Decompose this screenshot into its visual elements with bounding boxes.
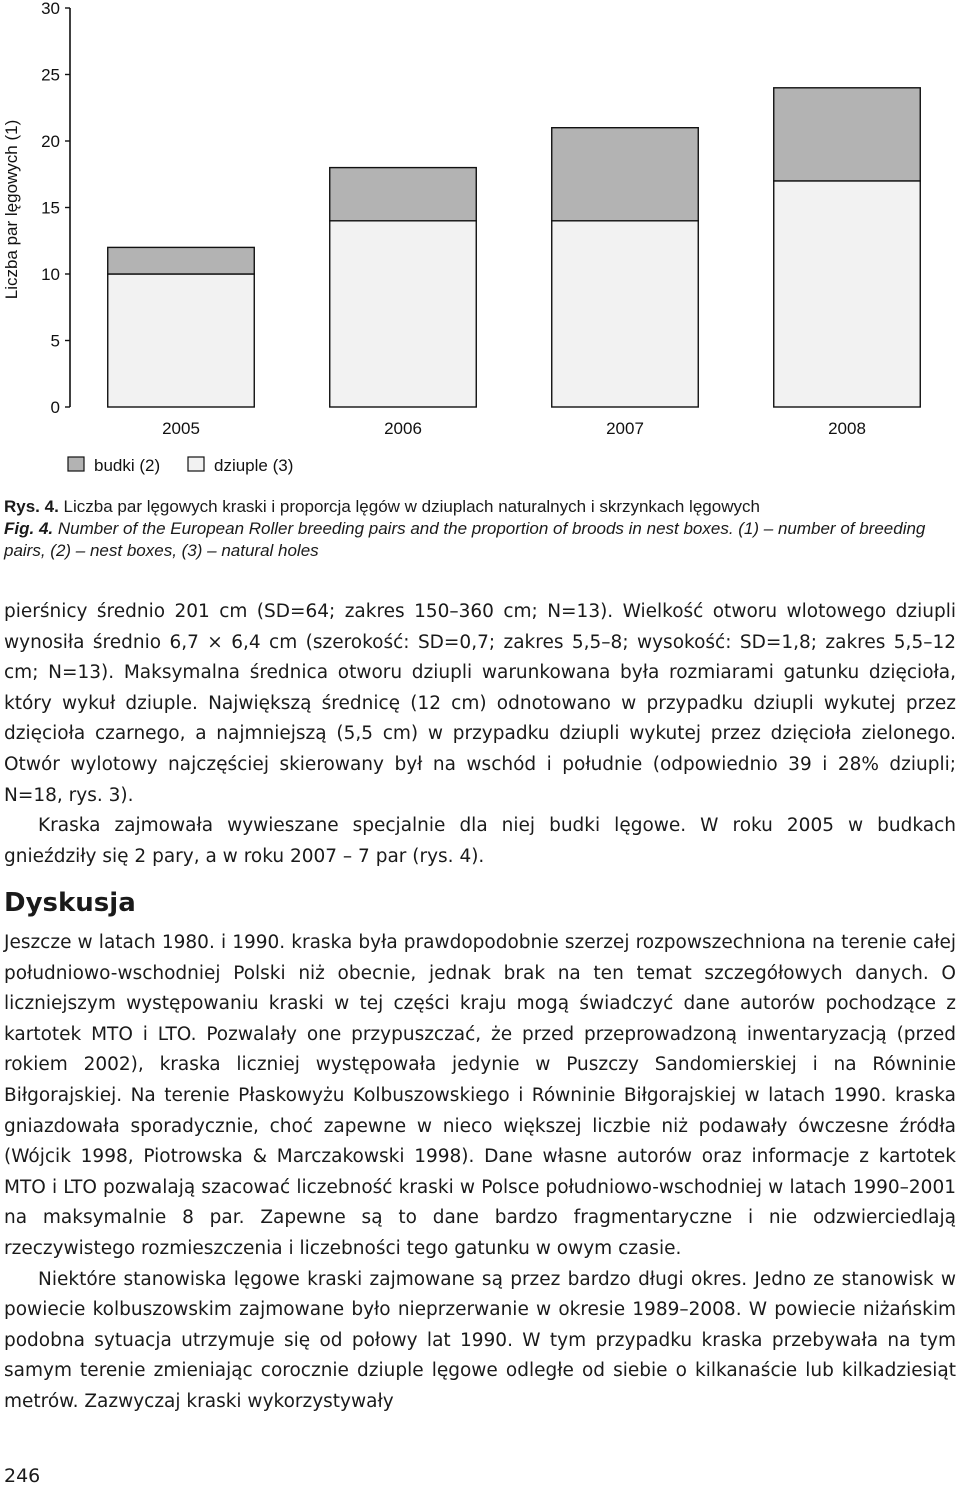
bar-segment bbox=[774, 181, 921, 407]
caption-polish bbox=[4, 496, 956, 518]
x-tick-label: 2008 bbox=[828, 419, 866, 438]
legend-label: budki (2) bbox=[94, 456, 161, 475]
bar-segment bbox=[330, 168, 477, 221]
y-tick-label: 25 bbox=[41, 65, 60, 85]
stacked-bar-chart bbox=[0, 0, 960, 490]
discussion-paragraph: Niektóre stanowiska lęgowe kraski zajmowane są przez bardzo długi okres. Jedno ze stanowisk w powiecie kolbuszowskim zajmowane było nieprzerwanie w okresie 1989–2008. W powiecie niżańskim podobna sytuacja utrzymuje się od połowy lat 1990. W tym przypadku kraska przebywała na tym samym terenie zmieniając corocznie dziuple lęgowe odległe od siebie o kilkanaście lub kilkadziesiąt metrów. Zazwyczaj kraski wykorzystywały bbox=[4, 1268, 956, 1412]
legend-swatch bbox=[188, 457, 204, 471]
x-tick-label: 2007 bbox=[606, 419, 644, 438]
y-tick-label: 15 bbox=[41, 198, 60, 218]
bar-segment bbox=[330, 221, 477, 407]
bar-segment bbox=[552, 128, 699, 221]
figure-caption bbox=[4, 496, 956, 562]
caption-english bbox=[4, 518, 956, 562]
results-paragraph: pierśnicy średnio 201 cm (SD=64; zakres 150–360 cm; N=13). Wielkość otworu wlotowego dziupli wynosiła średnio 6,7 × 6,4 cm (szerokość: SD=0,7; zakres 5,5–8; wysokość: SD=1,8; zakres 5,5–12 cm; N=13). Maksymalna średnica otworu dziupli warunkowana była rozmiarami gatunku dzięcioła, który wykuł dziuple. Największą średnicę (12 cm) odnotowano w przypadku dziupli wykutej przez dzięcioła czarnego, a najmniejszą (5,5 cm) w przypadku dziupli wykutej przez dzięcioła zielonego. Otwór wylotowy najczęściej skierowany był na wschód i południe (odpowiednio 39 i 28% dziupli; N=18, rys. 3). bbox=[4, 601, 956, 806]
discussion-paragraph: Jeszcze w latach 1980. i 1990. kraska była prawdopodobnie szerzej rozpowszechniona na terenie całej południowo-wschodniej Polski niż obecnie, jednak brak na ten temat szczegółowych danych. O liczniejszym występowaniu kraski w tej części kraju mogą świadczyć dane autorów pochodzące z kartotek MTO i LTO. Pozwalały one przypuszczać, że przed przeprowadzoną inwentaryzacją (przed rokiem 2002), kraska liczniej występowała jedynie w Puszczy Sandomierskiej i na Równinie Biłgorajskiej. Na terenie Płaskowyżu Kolbuszowskiego i Równinie Biłgorajskiej w latach 1990. kraska gniazdowała sporadycznie, choć zapewne w nieco większej liczbie niż podawały ówczesne źródła (Wójcik 1998, Piotrowska & Marczakowski 1998). Dane własne autorów oraz informacje z kartotek MTO i LTO pozwalają szacować liczebność kraski w Polsce południowo-wschodniej w latach 1990–2001 na maksymalnie 8 par. Zapewne są to dane bardzo fragmentaryczne i nie odzwierciedlają rzeczywistego rozmieszczenia i liczebności tego gatunku w owym czasie. bbox=[4, 932, 956, 1259]
bar-segment bbox=[774, 88, 921, 181]
y-axis-title: Liczba par lęgowych (1) bbox=[2, 119, 21, 300]
figure-4-chart bbox=[0, 0, 960, 490]
caption-polish-text: Liczba par lęgowych kraski i proporcja lęgów w dziuplach naturalnych i skrzynkach lęgowych bbox=[63, 497, 760, 516]
legend-label: dziuple (3) bbox=[214, 456, 294, 475]
results-text bbox=[4, 597, 956, 872]
y-tick-label: 30 bbox=[41, 0, 60, 18]
page-number: 246 bbox=[4, 1465, 41, 1487]
discussion-text bbox=[4, 928, 956, 1418]
section-heading: Dyskusja bbox=[4, 888, 136, 918]
caption-english-label: Fig. 4. bbox=[4, 519, 54, 538]
y-tick-label: 5 bbox=[50, 331, 60, 351]
x-tick-label: 2005 bbox=[162, 419, 200, 438]
bar-segment bbox=[552, 221, 699, 407]
x-tick-label: 2006 bbox=[384, 419, 422, 438]
y-tick-label: 20 bbox=[41, 132, 60, 151]
legend-swatch bbox=[68, 457, 84, 471]
bar-segment bbox=[108, 274, 255, 407]
bar-segment bbox=[108, 247, 255, 274]
results-paragraph: Kraska zajmowała wywieszane specjalnie dla niej budki lęgowe. W roku 2005 w budkach gnieździły się 2 pary, a w roku 2007 – 7 par (rys. 4). bbox=[4, 815, 956, 867]
y-tick-label: 10 bbox=[41, 265, 60, 284]
caption-english-text: Number of the European Roller breeding pairs and the proportion of broods in nest boxes. (1) – number of breeding pairs, (2) – nest boxes, (3) – natural holes bbox=[4, 519, 926, 560]
y-tick-label: 0 bbox=[50, 398, 60, 417]
caption-polish-label: Rys. 4. bbox=[4, 497, 59, 516]
